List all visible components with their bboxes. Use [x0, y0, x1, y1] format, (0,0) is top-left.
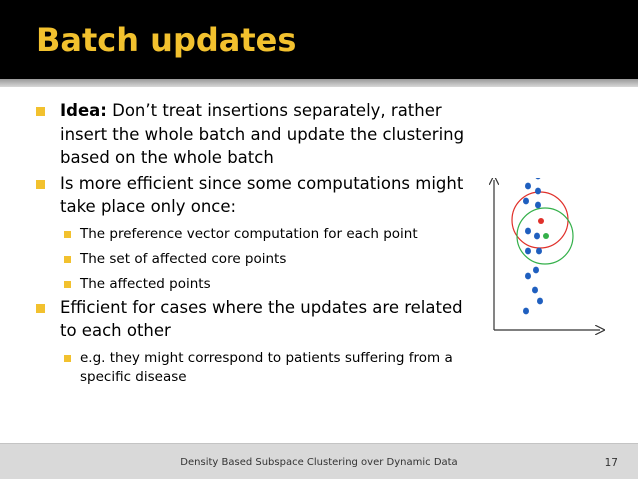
data-point — [533, 267, 539, 274]
bullet-related-updates — [30, 296, 480, 343]
subbullet-core-points — [30, 250, 480, 269]
bullet-efficiency — [30, 172, 480, 219]
data-point — [525, 273, 531, 280]
data-point — [532, 287, 538, 294]
bullet-marker-icon — [36, 107, 45, 116]
cluster-scatter-diagram — [486, 178, 606, 338]
subbullet-patients-example — [30, 349, 480, 387]
subbullet-marker-icon — [64, 355, 71, 362]
slide-title: Batch updates — [36, 21, 297, 59]
bullet-idea — [30, 99, 480, 170]
subbullet-preference-vector — [30, 225, 480, 244]
bullet-marker-icon — [36, 180, 45, 189]
data-points — [523, 178, 543, 314]
bullet-text: Don’t treat insertions separately, rather insert the whole batch and update the clustering based on the whole batch — [60, 101, 465, 167]
slide-footer — [0, 443, 638, 479]
data-point — [525, 248, 531, 255]
data-point — [535, 188, 541, 195]
bullet-list — [30, 99, 480, 387]
data-point — [523, 308, 529, 315]
data-point — [523, 198, 529, 205]
bullet-text: Is more efficient since some computations might take place only once: — [60, 173, 464, 216]
data-point — [525, 183, 531, 190]
subbullet-text: The preference vector computation for each point — [80, 225, 418, 242]
subbullet-marker-icon — [64, 231, 71, 238]
subbullet-text: The set of affected core points — [80, 250, 287, 267]
subbullet-affected-points — [30, 275, 480, 294]
new-point-red — [538, 218, 544, 224]
new-point-green — [543, 233, 549, 239]
subbullet-marker-icon — [64, 256, 71, 263]
subbullet-text: The affected points — [80, 275, 211, 292]
title-bar — [0, 0, 638, 79]
data-point — [536, 248, 542, 255]
data-point — [535, 178, 541, 179]
data-point — [535, 202, 541, 209]
footer-title: Density Based Subspace Clustering over Dynamic Data — [180, 457, 458, 468]
title-divider — [0, 79, 638, 87]
data-point — [525, 228, 531, 235]
data-point — [537, 298, 543, 305]
bullet-bold-prefix: Idea: — [60, 101, 107, 120]
data-point — [534, 233, 540, 240]
page-number: 17 — [604, 457, 618, 469]
bullet-marker-icon — [36, 304, 45, 313]
subbullet-marker-icon — [64, 281, 71, 288]
subbullet-text: e.g. they might correspond to patients suffering from a specific disease — [80, 349, 453, 385]
bullet-text: Efficient for cases where the updates are related to each other — [60, 297, 463, 340]
